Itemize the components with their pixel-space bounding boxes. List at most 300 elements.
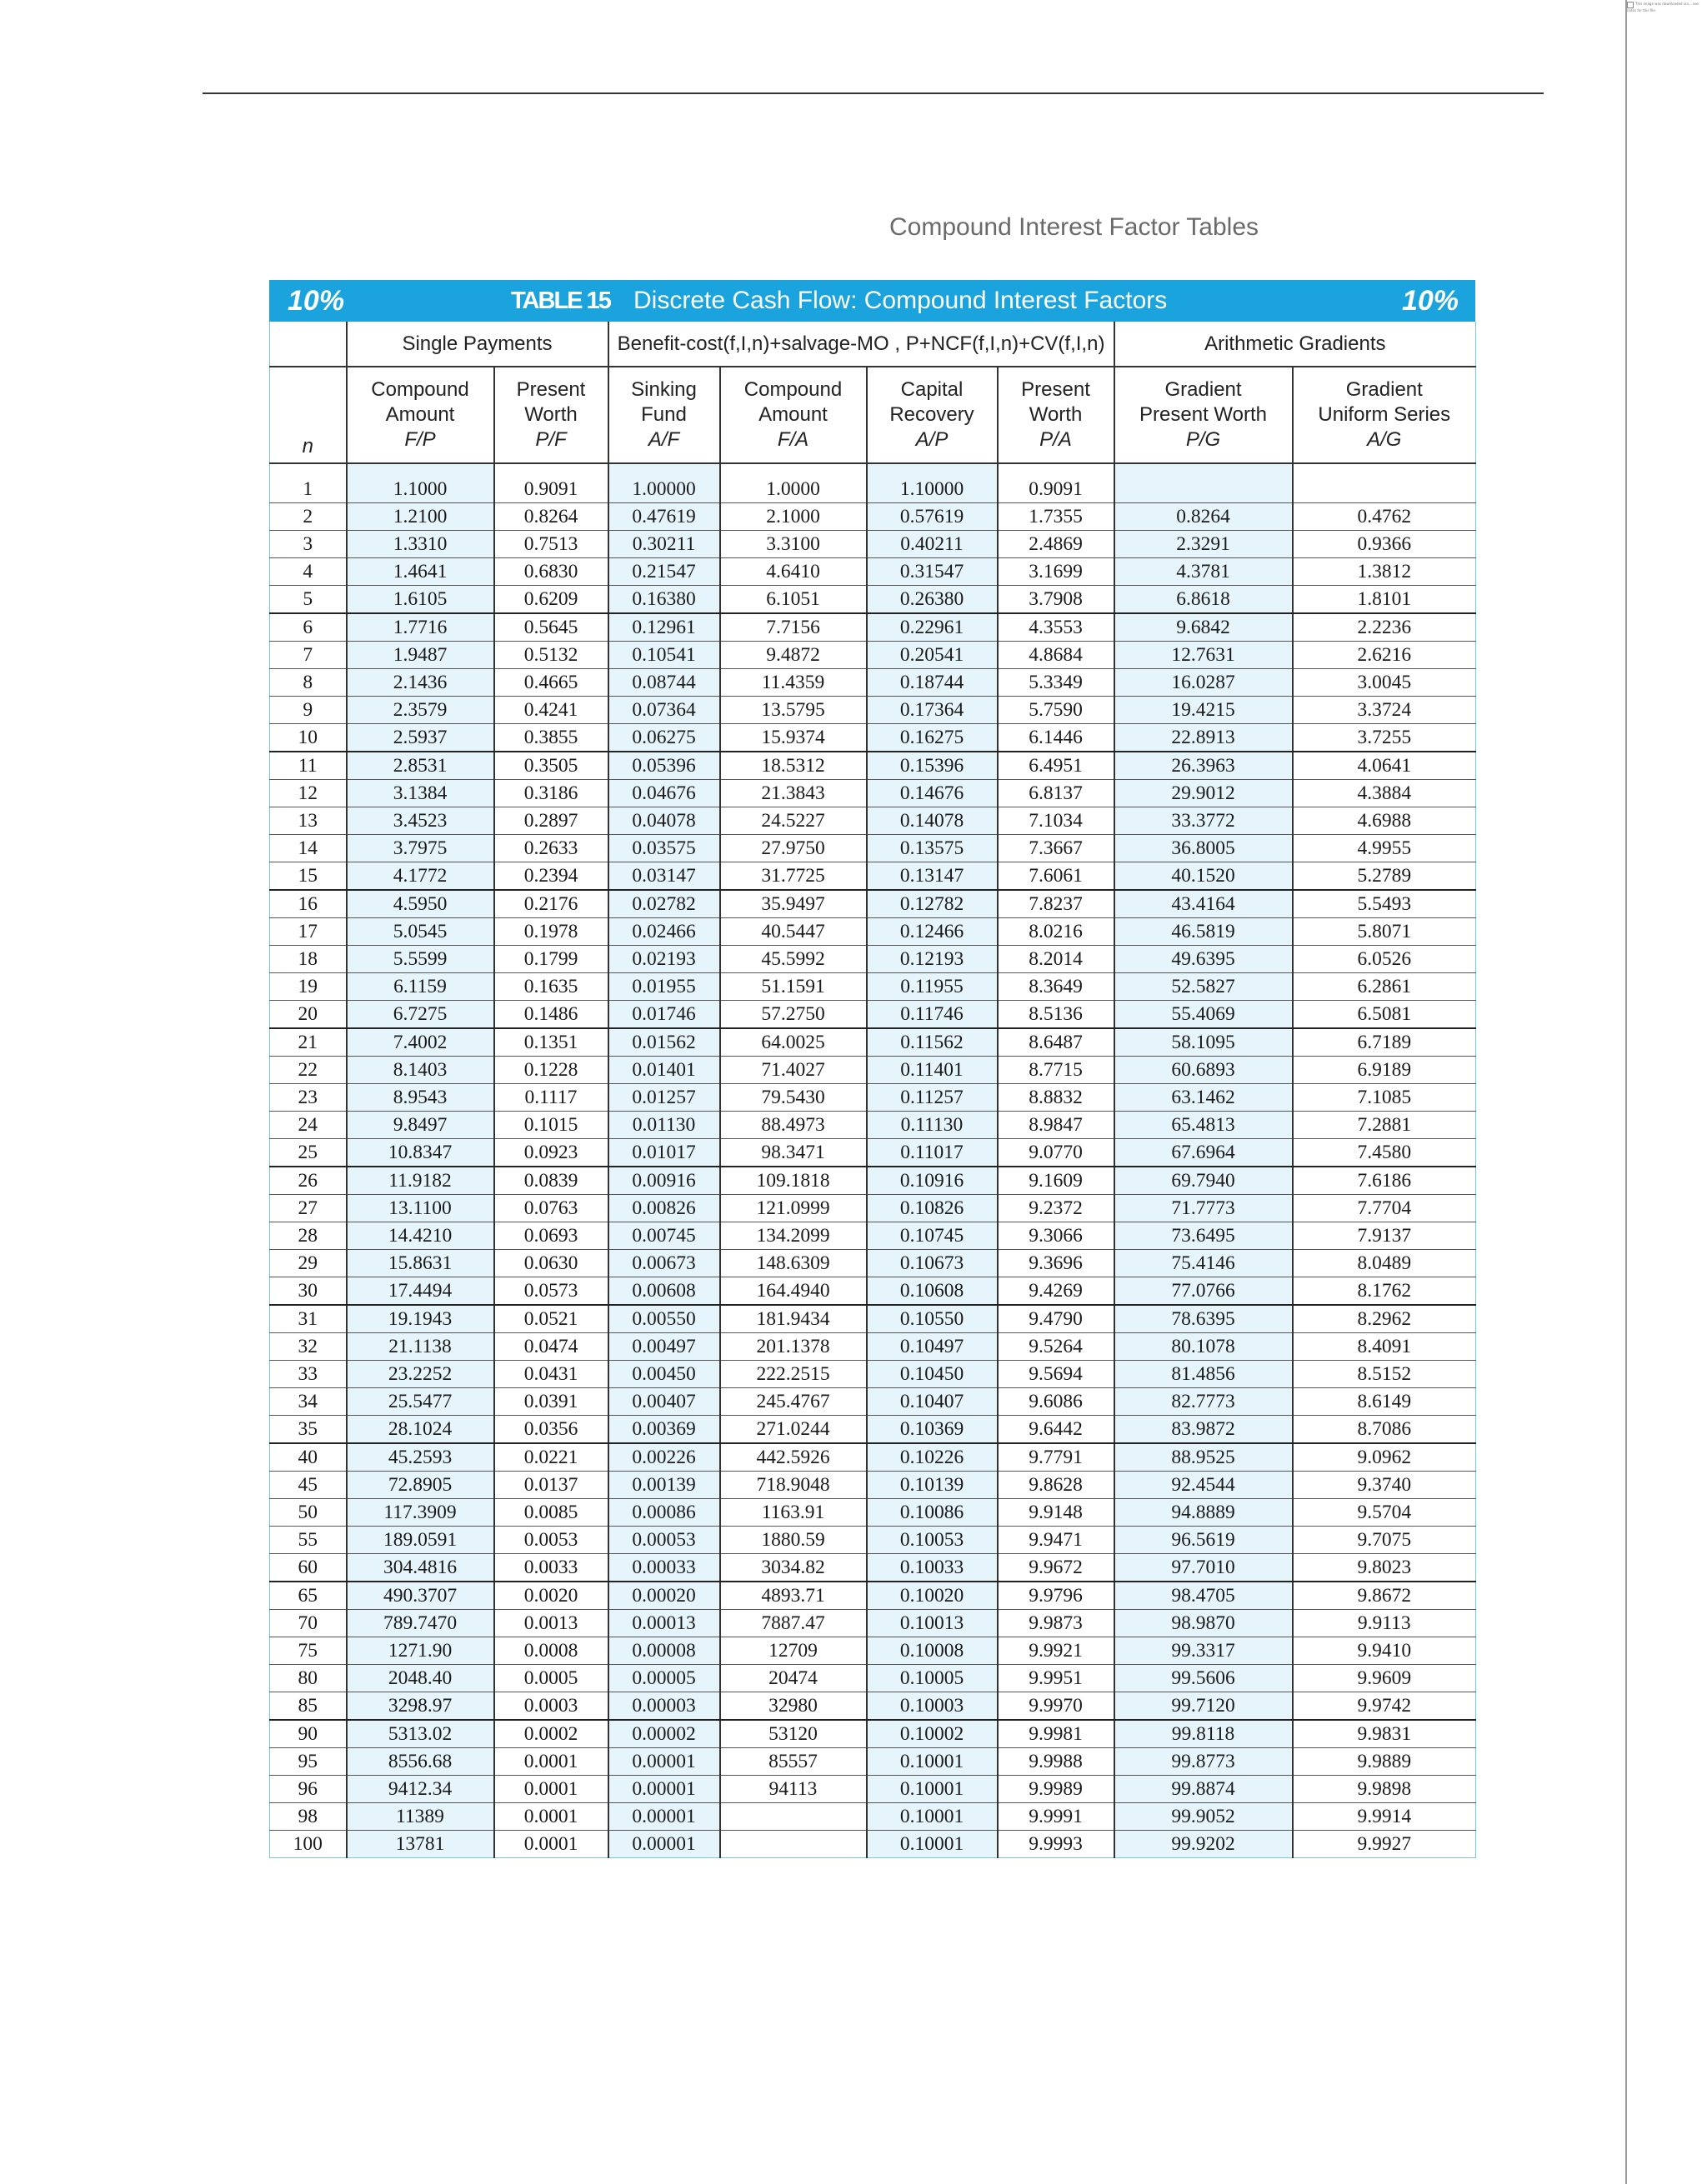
factor-cell: 0.11130 [867,1112,998,1139]
factor-cell: 0.01401 [608,1057,720,1084]
column-label-line1: Sinking [631,378,697,401]
factor-cell: 8.9847 [998,1112,1114,1139]
factor-cell: 3.1699 [998,558,1114,586]
group-header-single-payments: Single Payments [347,322,608,367]
factor-cell: 99.7120 [1114,1692,1293,1721]
factor-cell: 0.01017 [608,1139,720,1167]
factor-cell: 9.9471 [998,1527,1114,1554]
factor-cell: 9.9148 [998,1499,1114,1527]
factor-cell: 0.00608 [608,1277,720,1306]
group-header-uniform-series: Benefit-cost(f,I,n)+salvage-MO , P+NCF(f,I,n)+CV(f,I,n) [608,322,1114,367]
column-header-p-a [998,367,1114,463]
factor-cell: 72.8905 [347,1472,494,1499]
row-n-cell: 10 [270,724,347,752]
column-symbol: P/A [1039,428,1072,451]
factor-cell: 1880.59 [720,1527,867,1554]
factor-cell: 0.03147 [608,862,720,891]
factor-cell: 8.7086 [1293,1416,1476,1444]
factor-cell: 0.10001 [867,1831,998,1858]
factor-cell: 0.10497 [867,1333,998,1361]
table-row [270,1443,1476,1472]
factor-cell: 9.9672 [998,1554,1114,1582]
column-header-f-a [720,367,867,463]
factor-cell: 7.2881 [1293,1112,1476,1139]
factor-cell: 0.08744 [608,669,720,697]
factor-cell: 77.0766 [1114,1277,1293,1306]
factor-cell: 9.7075 [1293,1527,1476,1554]
factor-cell: 9.9989 [998,1776,1114,1803]
row-n-cell: 29 [270,1250,347,1277]
factor-cell [720,1831,867,1858]
factor-cell: 0.10020 [867,1582,998,1610]
factor-cell: 9.3740 [1293,1472,1476,1499]
factor-cell: 6.1446 [998,724,1114,752]
factor-cell: 3.3724 [1293,697,1476,724]
factor-cell: 2.6216 [1293,642,1476,669]
factor-cell: 9.9991 [998,1803,1114,1831]
factor-cell: 99.9052 [1114,1803,1293,1831]
row-n-cell: 18 [270,946,347,973]
factor-cell: 8.4091 [1293,1333,1476,1361]
factor-cell: 18.5312 [720,752,867,780]
factor-cell: 99.9202 [1114,1831,1293,1858]
factor-cell: 7.1085 [1293,1084,1476,1112]
factor-cell: 1.00000 [608,463,720,503]
factor-cell: 0.0356 [494,1416,608,1444]
factor-cell: 4.9955 [1293,835,1476,862]
factor-cell: 9.9889 [1293,1748,1476,1776]
row-n-cell: 32 [270,1333,347,1361]
factor-cell: 16.0287 [1114,669,1293,697]
factor-cell: 17.4494 [347,1277,494,1306]
factor-cell: 0.00497 [608,1333,720,1361]
factor-cell: 0.1978 [494,918,608,946]
column-label-line1: Present [516,378,586,401]
factor-cell: 0.10008 [867,1637,998,1665]
table-row [270,1333,1476,1361]
factor-cell: 1.3310 [347,531,494,558]
factor-cell: 0.0085 [494,1499,608,1527]
factor-cell: 0.00001 [608,1831,720,1858]
factor-cell: 0.5132 [494,642,608,669]
factor-cell: 0.4241 [494,697,608,724]
factor-cell: 109.1818 [720,1167,867,1195]
factor-cell: 0.20541 [867,642,998,669]
factor-cell: 0.00226 [608,1443,720,1472]
factor-cell: 0.10407 [867,1388,998,1416]
factor-cell: 7.9137 [1293,1222,1476,1250]
factor-cell: 6.8137 [998,780,1114,807]
table-number: TABLE 15 [511,287,610,314]
factor-cell: 0.40211 [867,531,998,558]
factor-table-container [269,280,1475,1858]
factor-cell: 14.4210 [347,1222,494,1250]
factor-cell: 0.0521 [494,1305,608,1333]
column-symbol: A/F [648,428,680,451]
factor-cell: 1.3812 [1293,558,1476,586]
factor-cell: 3.0045 [1293,669,1476,697]
row-n-cell: 35 [270,1416,347,1444]
factor-cell: 4.0641 [1293,752,1476,780]
column-label-line2: Uniform Series [1318,403,1451,426]
table-row [270,1499,1476,1527]
table-row [270,1776,1476,1803]
factor-cell: 117.3909 [347,1499,494,1527]
factor-cell: 99.8773 [1114,1748,1293,1776]
factor-cell: 0.21547 [608,558,720,586]
rate-right: 10% [1401,285,1459,317]
table-row [270,1001,1476,1029]
factor-cell: 9.3066 [998,1222,1114,1250]
factor-cell: 9.9927 [1293,1831,1476,1858]
factor-cell: 0.01955 [608,973,720,1001]
factor-cell: 0.0573 [494,1277,608,1306]
factor-cell: 9.6842 [1114,613,1293,642]
factor-cell: 0.01746 [608,1001,720,1029]
factor-cell: 0.10369 [867,1416,998,1444]
group-header-arithmetic-gradients: Arithmetic Gradients [1114,322,1476,367]
factor-cell: 0.00033 [608,1554,720,1582]
factor-cell: 28.1024 [347,1416,494,1444]
row-n-cell: 50 [270,1499,347,1527]
factor-cell: 80.1078 [1114,1333,1293,1361]
factor-cell: 0.4762 [1293,503,1476,531]
factor-cell: 0.00826 [608,1195,720,1222]
column-header-row [270,367,1476,463]
factor-cell: 6.1051 [720,586,867,614]
factor-cell: 23.2252 [347,1361,494,1388]
group-header-row [270,322,1476,367]
factor-cell: 3.7255 [1293,724,1476,752]
factor-cell: 33.3772 [1114,807,1293,835]
table-row [270,835,1476,862]
row-n-cell: 11 [270,752,347,780]
factor-cell: 490.3707 [347,1582,494,1610]
table-row [270,1222,1476,1250]
factor-cell: 45.2593 [347,1443,494,1472]
factor-cell: 0.2394 [494,862,608,891]
factor-cell: 94.8889 [1114,1499,1293,1527]
row-n-cell: 31 [270,1305,347,1333]
table-row [270,1028,1476,1057]
factor-cell: 0.00002 [608,1720,720,1748]
factor-cell: 11.9182 [347,1167,494,1195]
factor-cell: 5.5493 [1293,890,1476,918]
column-label-line2: Amount [758,403,828,426]
column-header-n [270,367,347,463]
table-row [270,558,1476,586]
factor-cell: 0.10001 [867,1776,998,1803]
factor-cell: 98.4705 [1114,1582,1293,1610]
factor-cell: 2.1000 [720,503,867,531]
factor-cell: 1163.91 [720,1499,867,1527]
factor-cell: 0.00369 [608,1416,720,1444]
factor-cell: 24.5227 [720,807,867,835]
factor-cell: 0.02782 [608,890,720,918]
table-row [270,1361,1476,1388]
table-row [270,1748,1476,1776]
factor-cell: 0.02466 [608,918,720,946]
factor-cell: 0.10916 [867,1167,998,1195]
table-row [270,1112,1476,1139]
factor-cell: 8.9543 [347,1084,494,1112]
factor-cell: 9.8497 [347,1112,494,1139]
factor-cell: 1.1000 [347,463,494,503]
factor-cell: 9.0962 [1293,1443,1476,1472]
factor-cell: 0.00450 [608,1361,720,1388]
factor-cell: 0.10003 [867,1692,998,1721]
row-n-cell: 22 [270,1057,347,1084]
factor-cell: 21.3843 [720,780,867,807]
factor-cell: 0.00003 [608,1692,720,1721]
column-label-line1: Gradient [1164,378,1242,401]
factor-cell: 0.1486 [494,1001,608,1029]
factor-cell: 99.3317 [1114,1637,1293,1665]
factor-cell: 0.57619 [867,503,998,531]
factor-cell: 0.0923 [494,1139,608,1167]
factor-cell: 8.2014 [998,946,1114,973]
factor-cell: 7.1034 [998,807,1114,835]
factor-cell: 9.5704 [1293,1499,1476,1527]
factor-cell: 3.7908 [998,586,1114,614]
factor-cell: 134.2099 [720,1222,867,1250]
row-n-cell: 28 [270,1222,347,1250]
factor-cell: 32980 [720,1692,867,1721]
factor-cell: 0.1351 [494,1028,608,1057]
factor-cell: 52.5827 [1114,973,1293,1001]
factor-cell: 6.5081 [1293,1001,1476,1029]
factor-cell: 0.12961 [608,613,720,642]
factor-cell: 0.9091 [998,463,1114,503]
factor-cell: 73.6495 [1114,1222,1293,1250]
factor-cell: 9.9981 [998,1720,1114,1748]
table-title: Discrete Cash Flow: Compound Interest Factors [633,287,1168,314]
factor-cell: 6.1159 [347,973,494,1001]
factor-cell: 9.8023 [1293,1554,1476,1582]
factor-cell: 60.6893 [1114,1057,1293,1084]
table-row [270,642,1476,669]
table-row [270,1277,1476,1306]
factor-cell: 1.2100 [347,503,494,531]
factor-cell: 0.10139 [867,1472,998,1499]
table-row [270,1057,1476,1084]
factor-cell: 9.9873 [998,1610,1114,1637]
factor-cell: 0.0008 [494,1637,608,1665]
factor-cell: 78.6395 [1114,1305,1293,1333]
factor-cell: 98.3471 [720,1139,867,1167]
factor-cell: 49.6395 [1114,946,1293,973]
factor-cell: 0.00053 [608,1527,720,1554]
column-symbol: F/P [404,428,436,451]
factor-cell: 27.9750 [720,835,867,862]
factor-cell: 0.03575 [608,835,720,862]
table-row [270,890,1476,918]
factor-cell: 9.9988 [998,1748,1114,1776]
factor-cell: 1.4641 [347,558,494,586]
factor-cell: 6.0526 [1293,946,1476,973]
table-row [270,724,1476,752]
factor-cell: 5.0545 [347,918,494,946]
row-n-cell: 80 [270,1665,347,1692]
factor-cell: 0.6830 [494,558,608,586]
factor-cell: 0.0005 [494,1665,608,1692]
factor-cell: 0.26380 [867,586,998,614]
factor-cell: 92.4544 [1114,1472,1293,1499]
column-symbol: F/A [777,428,809,451]
factor-cell: 789.7470 [347,1610,494,1637]
factor-cell: 189.0591 [347,1527,494,1554]
factor-cell: 0.22961 [867,613,998,642]
row-n-cell: 26 [270,1167,347,1195]
table-row [270,1665,1476,1692]
factor-cell: 63.1462 [1114,1084,1293,1112]
table-row [270,1084,1476,1112]
table-row [270,613,1476,642]
row-n-cell: 3 [270,531,347,558]
factor-cell: 0.0630 [494,1250,608,1277]
factor-cell: 9.6442 [998,1416,1114,1444]
factor-cell: 2048.40 [347,1665,494,1692]
factor-cell: 65.4813 [1114,1112,1293,1139]
factor-cell: 8.3649 [998,973,1114,1001]
factor-cell: 0.00407 [608,1388,720,1416]
factor-cell: 64.0025 [720,1028,867,1057]
factor-cell: 51.1591 [720,973,867,1001]
row-n-cell: 60 [270,1554,347,1582]
factor-cell: 7.4002 [347,1028,494,1057]
factor-cell: 8.1762 [1293,1277,1476,1306]
factor-cell: 0.9091 [494,463,608,503]
factor-cell: 57.2750 [720,1001,867,1029]
running-head: Compound Interest Factor Tables [889,213,1259,241]
row-n-cell: 100 [293,1832,323,1855]
factor-cell: 13.1100 [347,1195,494,1222]
factor-cell: 2.5937 [347,724,494,752]
factor-cell: 4.6988 [1293,807,1476,835]
row-n-cell: 45 [270,1472,347,1499]
factor-table [269,322,1476,1858]
column-header-a-p [867,367,998,463]
factor-cell: 1271.90 [347,1637,494,1665]
row-n-cell: 40 [270,1443,347,1472]
table-row [270,1554,1476,1582]
row-n-cell: 13 [270,807,347,835]
top-rule [203,92,1544,94]
factor-cell: 0.12466 [867,918,998,946]
table-row [270,697,1476,724]
factor-cell: 0.5645 [494,613,608,642]
factor-cell [720,1803,867,1831]
row-n-cell: 25 [270,1139,347,1167]
factor-cell: 22.8913 [1114,724,1293,752]
factor-cell: 40.1520 [1114,862,1293,891]
factor-cell: 36.8005 [1114,835,1293,862]
column-header-a-g [1293,367,1476,463]
row-n-cell: 16 [270,890,347,918]
factor-cell: 45.5992 [720,946,867,973]
factor-cell: 0.10001 [867,1803,998,1831]
factor-cell: 9.1609 [998,1167,1114,1195]
factor-cell: 0.2897 [494,807,608,835]
factor-cell [1114,463,1293,503]
factor-cell: 9.9609 [1293,1665,1476,1692]
factor-cell: 0.47619 [608,503,720,531]
factor-cell: 1.0000 [720,463,867,503]
factor-cell: 9.9410 [1293,1637,1476,1665]
factor-cell: 19.4215 [1114,697,1293,724]
factor-cell: 4.3781 [1114,558,1293,586]
factor-cell: 8.6487 [998,1028,1114,1057]
row-n-cell: 90 [270,1720,347,1748]
factor-cell: 0.10226 [867,1443,998,1472]
factor-cell: 5313.02 [347,1720,494,1748]
factor-cell: 97.7010 [1114,1554,1293,1582]
table-title-bar [269,280,1475,322]
factor-cell: 0.18744 [867,669,998,697]
table-row [270,1582,1476,1610]
factor-cell: 0.7513 [494,531,608,558]
factor-cell: 0.16275 [867,724,998,752]
factor-cell: 9.9914 [1293,1803,1476,1831]
row-n-cell: 17 [270,918,347,946]
factor-cell: 9.9993 [998,1831,1114,1858]
factor-cell: 0.06275 [608,724,720,752]
factor-cell: 0.10053 [867,1527,998,1554]
factor-cell: 19.1943 [347,1305,494,1333]
column-label-line1: Compound [371,378,469,401]
factor-cell: 99.8118 [1114,1720,1293,1748]
factor-cell: 2.1436 [347,669,494,697]
factor-cell: 8556.68 [347,1748,494,1776]
factor-cell: 6.9189 [1293,1057,1476,1084]
factor-cell: 4.1772 [347,862,494,891]
factor-cell: 9412.34 [347,1776,494,1803]
factor-cell: 11389 [347,1803,494,1831]
column-header-a-f [608,367,720,463]
row-n-cell: 96 [270,1776,347,1803]
column-label-line2: Present Worth [1139,403,1267,426]
row-n-cell: 19 [270,973,347,1001]
factor-cell: 3.7975 [347,835,494,862]
table-row [270,463,1476,503]
factor-cell: 25.5477 [347,1388,494,1416]
factor-cell: 96.5619 [1114,1527,1293,1554]
factor-cell: 442.5926 [720,1443,867,1472]
factor-cell: 0.0221 [494,1443,608,1472]
column-header-p-f [494,367,608,463]
table-row [270,669,1476,697]
factor-cell: 2.4869 [998,531,1114,558]
factor-cell: 9.9921 [998,1637,1114,1665]
factor-cell: 6.2861 [1293,973,1476,1001]
table-row [270,586,1476,614]
factor-cell: 4.6410 [720,558,867,586]
factor-cell: 0.10608 [867,1277,998,1306]
row-n-cell: 2 [270,503,347,531]
factor-cell: 0.0001 [494,1776,608,1803]
factor-cell: 148.6309 [720,1250,867,1277]
factor-cell: 0.0137 [494,1472,608,1499]
column-header-f-p [347,367,494,463]
factor-cell: 0.0391 [494,1388,608,1416]
row-n-cell: 6 [270,613,347,642]
row-n-cell: 33 [270,1361,347,1388]
factor-cell: 15.8631 [347,1250,494,1277]
factor-cell: 0.00550 [608,1305,720,1333]
factor-cell: 0.1015 [494,1112,608,1139]
factor-cell: 83.9872 [1114,1416,1293,1444]
factor-cell: 75.4146 [1114,1250,1293,1277]
